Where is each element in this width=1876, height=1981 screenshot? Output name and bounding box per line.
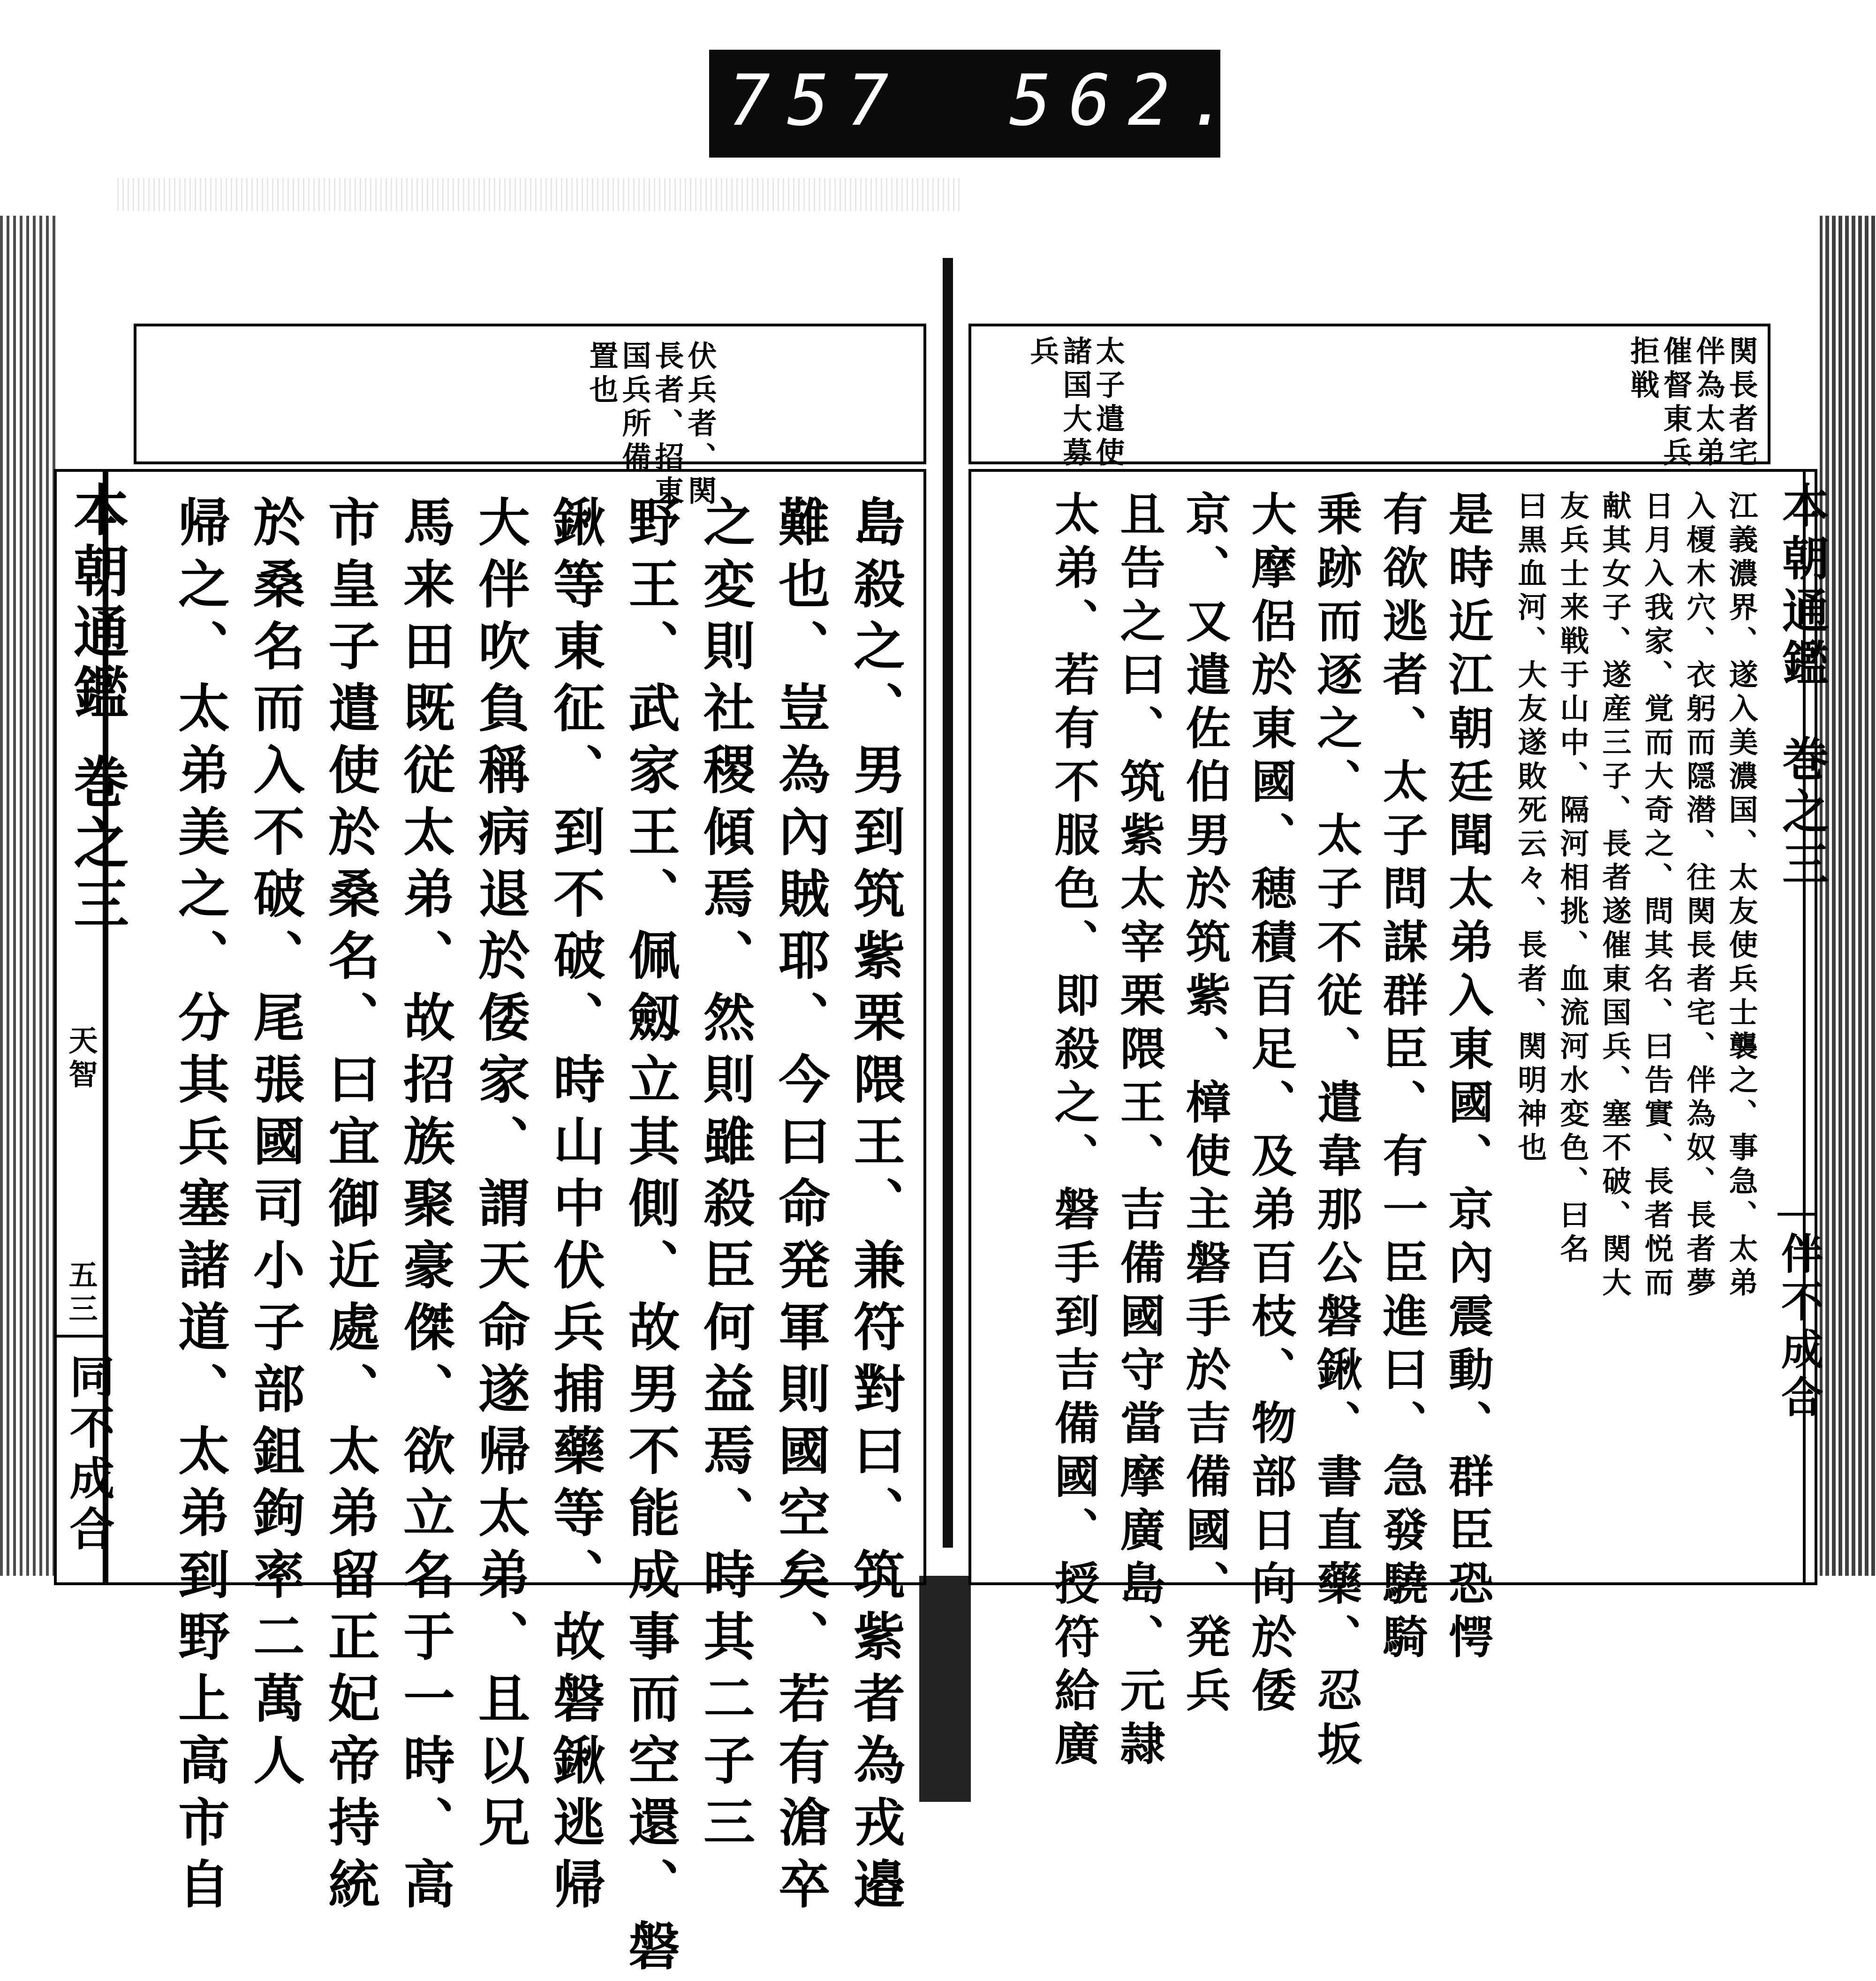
- right-small-column: 曰黒血河、大友遂敗死云々、長者、関明神也: [1513, 491, 1547, 1166]
- right-small-column: 日月入我家、覚而大奇之、問其名、曰告實、長者悦而: [1640, 491, 1674, 1301]
- left-text-column: 於桑名而入不破、尾張國司小子部鉏鉤率二萬人: [245, 495, 305, 1795]
- right-margin-title: 本朝通鑑: [1774, 481, 1830, 691]
- right-small-column: 友兵士来戦于山中、隔河相挑、血流河水変色、曰名: [1555, 491, 1589, 1267]
- left-head-note-2: 長者、招東: [650, 340, 684, 509]
- right-main-text: [968, 469, 1806, 1774]
- right-margin-volume: 巻之三: [1774, 734, 1830, 892]
- scan-noise: [117, 178, 961, 216]
- left-head-note-3: 国兵所備: [617, 340, 651, 476]
- left-text-column: 馬来田既従太弟、故招族聚豪傑、欲立名于一時、高: [395, 495, 455, 1919]
- left-text-column: 市皇子遣使於桑名、曰宜御近處、太弟留正妃帝持統: [320, 495, 380, 1919]
- left-margin-strip: [54, 469, 129, 1585]
- right-text-column: 京、又遣佐伯男於筑紫、樟使主磐手於吉備國、発兵: [1179, 491, 1232, 1720]
- left-margin-title: 本朝通鑑: [64, 481, 129, 725]
- left-text-column: 鍬等東征、到不破、時山中伏兵捕藥等、故磐鍬逃帰: [545, 495, 605, 1919]
- left-head-note-4: 置也: [584, 340, 619, 408]
- stamp-number-left: 757: [728, 60, 906, 142]
- right-head-note-a4: 拒戦: [1626, 336, 1660, 403]
- right-head-note-b2: 諸国大募: [1058, 336, 1092, 471]
- right-head-notes: [968, 324, 1770, 471]
- right-head-note-a2: 伴為太弟: [1691, 336, 1725, 471]
- right-small-column: 入榎木穴、衣躬而隠潜、往関長者宅、伴為奴、長者夢: [1682, 491, 1716, 1301]
- right-head-note-a3: 催督東兵: [1658, 336, 1693, 471]
- left-margin-footer: 同不成合: [62, 1353, 115, 1556]
- left-margin-era: 天智: [64, 1025, 98, 1093]
- stamp-number-right: 562.: [1009, 60, 1247, 142]
- right-text-column: 大摩侶於東國、穂積百足、及弟百枝、物部日向於倭: [1244, 491, 1297, 1720]
- catalog-number-stamp: [709, 50, 1247, 158]
- left-text-column: 難也、豈為內賊耶、今曰命発軍則國空矣、若有滄卒: [770, 495, 831, 1919]
- right-small-column: 献其女子、遂産三子、長者遂催東国兵、塞不破、関大: [1597, 491, 1632, 1301]
- left-text-column: 帰之、太弟美之、分其兵塞諸道、太弟到野上高市自: [170, 495, 230, 1919]
- right-small-column: 江義濃界、遂入美濃国、太友使兵士襲之、事急、太弟: [1724, 491, 1758, 1301]
- right-text-column: 乗跡而逐之、太子不従、遣韋那公磐鍬、書直藥、忍坂: [1310, 491, 1363, 1774]
- right-head-note-b3: 兵: [1025, 336, 1059, 370]
- right-text-column: 且告之曰、筑紫太宰栗隈王、吉備國守當摩廣島、元隷: [1113, 491, 1166, 1774]
- right-text-column: 有欲逃者、太子問謀群臣、有一臣進曰、急發驍騎: [1376, 491, 1429, 1667]
- right-head-note-a1: 関長者宅: [1724, 336, 1758, 471]
- book-spine: [919, 1576, 971, 1802]
- left-head-note-1: 伏兵者、関: [683, 340, 717, 509]
- left-margin-volume: 巻之三: [64, 753, 129, 936]
- left-head-notes: [134, 324, 926, 509]
- left-text-column: 之変則社稷傾焉、然則雖殺臣何益焉、時其二子三: [695, 495, 756, 1857]
- right-margin-strip: [1774, 469, 1830, 1585]
- left-text-column: 野王、武家王、佩劔立其側、故男不能成事而空還、磐: [620, 495, 681, 1981]
- right-text-column: 是時近江朝廷聞太弟入東國、京內震動、群臣恐愕: [1441, 491, 1494, 1667]
- right-head-note-b1: 太子遣使: [1091, 336, 1125, 471]
- right-text-column: 太弟、若有不服色、即殺之、磐手到吉備國、授符給廣: [1047, 491, 1100, 1774]
- right-margin-footer: 伴不成合: [1774, 1232, 1823, 1423]
- left-margin-page: 五三: [64, 1260, 98, 1327]
- left-text-column: 島殺之、男到筑紫栗隈王、兼符對曰、筑紫者為戎邉: [845, 495, 906, 1919]
- book-gutter: [943, 258, 953, 1548]
- left-main-text: [106, 469, 926, 1981]
- left-text-column: 大伴吹負稱病退於倭家、謂天命遂帰太弟、且以兄: [470, 495, 530, 1857]
